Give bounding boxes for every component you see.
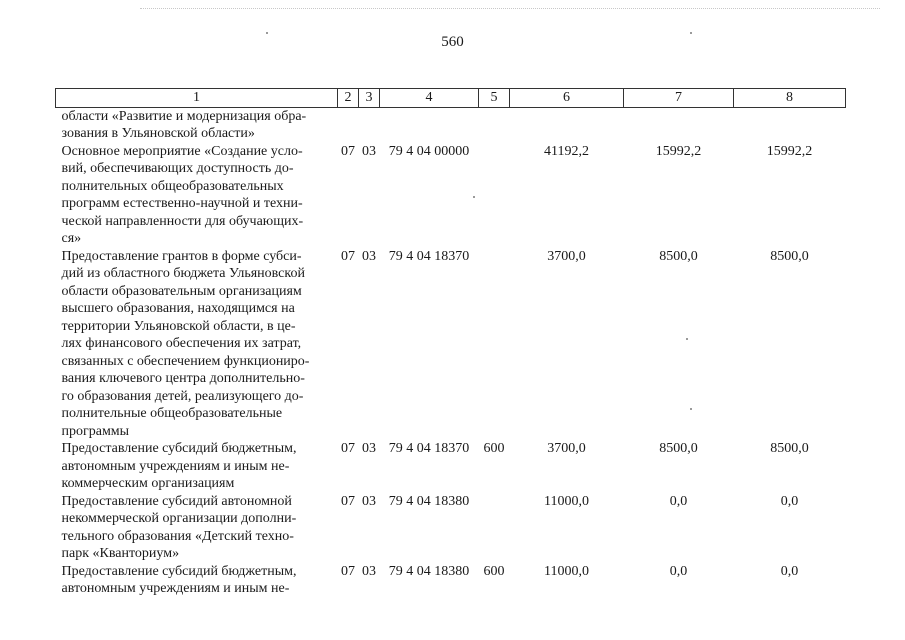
expense-type-code [479,493,510,563]
amount-col-8: 8500,0 [770,441,809,456]
subsection-code: 03 [362,143,376,159]
expense-type-code [479,107,510,143]
column-header-8: 8 [734,89,846,108]
column-header-3: 3 [359,89,380,108]
table-header-row [56,89,846,108]
section-code: 07 [341,563,355,579]
subsection-code: 03 [362,441,376,456]
scan-top-edge [140,8,880,10]
amount-col-7: 0,0 [669,563,688,579]
table-row [56,563,846,598]
section-code: 07 [341,248,355,264]
section-code: 07 [341,441,355,456]
row-name: Предоставление субсидий бюджетным, автономным учреждениям и иным не- коммерческим организациям [61,441,297,491]
table-row [56,248,846,441]
amount-col-7: 0,0 [669,493,688,509]
section-code: 07 [341,143,355,159]
amount-col-6: 11000,0 [544,493,589,509]
amount-col-6: 3700,0 [547,441,586,456]
row-name: Предоставление субсидий бюджетным, автономным учреждениям и иным не- [61,563,297,596]
target-article-code [380,107,479,143]
target-article-code: 79 4 04 18370 [388,248,470,264]
subsection-code: 03 [362,493,376,509]
column-header-7: 7 [624,89,734,108]
column-header-6: 6 [510,89,624,108]
table-row [56,493,846,563]
page-number: 560 [441,34,464,50]
amount-col-6 [510,107,624,143]
subsection-code: 03 [362,248,376,264]
target-article-code: 79 4 04 18370 [388,441,470,456]
amount-col-7: 8500,0 [659,441,698,456]
section-code: 07 [341,493,355,509]
amount-col-8: 8500,0 [770,248,809,264]
column-header-1: 1 [56,89,338,108]
row-name: области «Развитие и модернизация обра- зования в Ульяновской области» [61,108,307,141]
section-code [338,107,359,143]
amount-col-6: 41192,2 [544,143,589,159]
expense-type-code: 600 [483,441,505,456]
target-article-code: 79 4 04 00000 [388,143,470,159]
budget-table [55,88,846,598]
amount-col-8: 0,0 [780,493,799,509]
row-name: Основное мероприятие «Создание усло- вий, обеспечивающих доступность до- полнительных общеобразовательных программ естественно-научной и техни- ческой направленности для обучающих- ся» [61,143,304,246]
table-row [56,440,846,493]
row-name: Предоставление субсидий автономной некоммерческой организации дополни- тельного образования «Детский техно- парк «Кванториум» [61,493,297,561]
amount-col-7 [624,107,734,143]
expense-type-code: 600 [483,563,505,579]
column-header-2: 2 [338,89,359,108]
amount-col-7: 15992,2 [655,143,702,159]
amount-col-7: 8500,0 [659,248,698,264]
target-article-code: 79 4 04 18380 [388,493,470,509]
row-name: Предоставление грантов в форме субси- дий из областного бюджета Ульяновской области образовательным организациям высшего образования, находящимся на территории Ульяновской области, в це- лях финансового обеспечения их затрат, связанных с обеспечением функциониро- вания ключевого центра дополнительно- го образования детей, реализующего до- полнительные общеобразовательные программы [61,248,310,439]
amount-col-6: 11000,0 [544,563,589,579]
target-article-code: 79 4 04 18380 [388,563,470,579]
amount-col-8 [734,107,846,143]
table-row [56,143,846,248]
amount-col-6: 3700,0 [547,248,586,264]
table-row [56,107,846,143]
column-header-4: 4 [380,89,479,108]
column-header-5: 5 [479,89,510,108]
amount-col-8: 15992,2 [766,143,813,159]
table-body [56,107,846,598]
expense-type-code [479,248,510,441]
subsection-code: 03 [362,563,376,579]
subsection-code [359,107,380,143]
expense-type-code [479,143,510,248]
amount-col-8: 0,0 [780,563,799,579]
